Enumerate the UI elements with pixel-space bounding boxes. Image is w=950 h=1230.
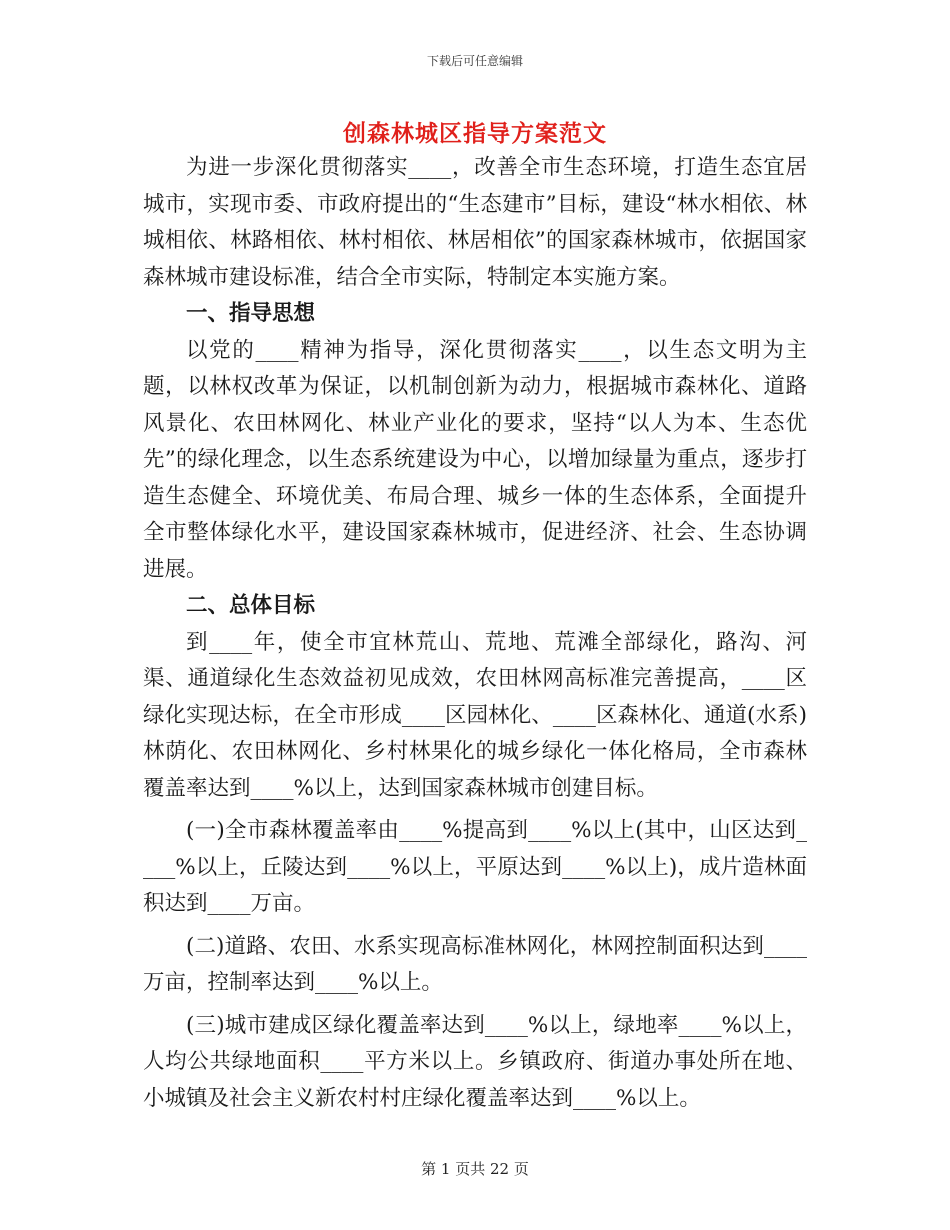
document-title: 创森林城区指导方案范文 <box>343 121 607 147</box>
goal-item-3: (三)城市建成区绿化覆盖率达到____%以上，绿地率____%以上，人均公共绿地面积____平方米以上。乡镇政府、街道办事处所在地、小城镇及社会主义新农村村庄绿化覆盖率达到____%以上。 <box>143 1012 807 1111</box>
page-header-note: 下载后可任意编辑 <box>426 54 523 68</box>
goal-item-1: (一)全市森林覆盖率由____%提高到____%以上(其中，山区达到____%以上，丘陵达到____%以上，平原达到____%以上)，成片造林面积达到____万亩。 <box>143 818 807 916</box>
guiding-ideology-paragraph: 以党的____精神为指导，深化贯彻落实____，以生态文明为主题，以林权改革为保证，以机制创新为动力，根据城市森林化、道路风景化、农田林网化、林业产业化的要求，坚持“以人为本、生态优先”的绿化理念，以生态系统建设为中心，以增加绿量为重点，逐步打造生态健全、环境优美、布局合理、城乡一体的生态体系，全面提升全市整体绿化水平，建设国家森林城市，促进经济、社会、生态协调进展。 <box>143 337 807 582</box>
intro-paragraph: 为进一步深化贯彻落实____，改善全市生态环境，打造生态宜居城市，实现市委、市政府提出的“生态建市”目标，建设“林水相依、林城相依、林路相依、林村相依、林居相依”的国家森林城市，依据国家森林城市建设标准，结合全市实际，特制定本实施方案。 <box>143 155 807 290</box>
section-heading-overall-goal: 二、总体目标 <box>186 593 316 618</box>
page-number: 第 1 页共 22 页 <box>421 1160 529 1178</box>
section-heading-guiding-ideology: 一、指导思想 <box>186 301 316 326</box>
goal-item-2: (二)道路、农田、水系实现高标准林网化，林网控制面积达到____万亩，控制率达到____%以上。 <box>143 933 807 995</box>
document-body <box>143 150 807 1117</box>
overall-goal-paragraph: 到____年，使全市宜林荒山、荒地、荒滩全部绿化，路沟、河渠、通道绿化生态效益初见成效，农田林网高标准完善提高，____区绿化实现达标，在全市形成____区园林化、____区森林化、通道(水系)林荫化、农田林网化、乡村林果化的城乡绿化一体化格局，全市森林覆盖率达到____%以上，达到国家森林城市创建目标。 <box>143 629 807 801</box>
